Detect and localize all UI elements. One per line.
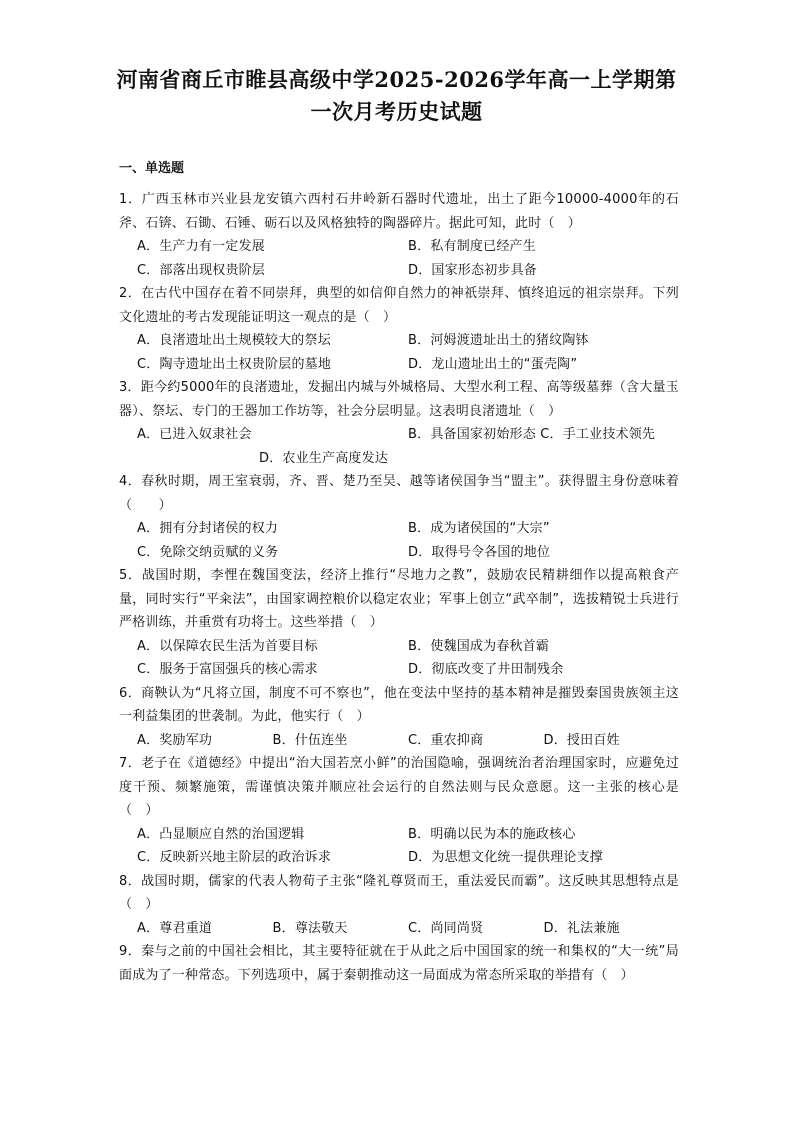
question-1-options (119, 235, 679, 282)
option-d[interactable]: D．农业生产高度发达 (259, 450, 389, 466)
option-c[interactable]: C．重农抑商 (408, 732, 484, 748)
question-2-stem: 2．在古代中国存在着不同崇拜，典型的如信仰自然力的神祇崇拜、慎终追远的祖宗崇拜。下列文化遗址的考古发现能证明这一观点的是（ ） (119, 286, 679, 325)
question-6-stem: 6．商鞅认为“凡将立国，制度不可不察也”，他在变法中坚持的基本精神是摧毁秦国贵族领主这一利益集团的世袭制。为此，他实行（ ） (119, 685, 679, 724)
option-d[interactable]: D．授田百姓 (543, 732, 620, 748)
option-b[interactable]: B．什伍连坐 (272, 732, 348, 748)
question-list (119, 188, 679, 987)
option-b[interactable]: B．私有制度已经产生 (408, 239, 536, 254)
title-line-2: 一次月考历史试题 (310, 99, 483, 124)
option-c[interactable]: C．陶寺遗址出土权贵阶层的墓地 (137, 356, 332, 372)
question-6-options (119, 729, 679, 753)
option-b[interactable]: B．尊法敬天 (272, 920, 348, 936)
option-d[interactable]: D．龙山遗址出土的“蛋壳陶” (408, 356, 578, 372)
option-a[interactable]: A．已进入奴隶社会 (137, 427, 252, 442)
exam-title (60, 64, 733, 128)
option-b-c[interactable]: B．具备国家初始形态 C．手工业技术领先 (408, 427, 656, 442)
option-a[interactable]: A．凸显顺应自然的治国逻辑 (137, 826, 305, 842)
option-d[interactable]: D．取得号令各国的地位 (408, 544, 551, 560)
option-c[interactable]: C．反映新兴地主阶层的政治诉求 (137, 850, 332, 865)
option-b[interactable]: B．河姆渡遗址出土的猪纹陶钵 (408, 333, 589, 348)
option-d[interactable]: D．彻底改变了井田制残余 (408, 662, 564, 677)
option-c[interactable]: C．尚同尚贤 (408, 920, 484, 936)
option-c[interactable]: C．免除交纳贡赋的义务 (137, 544, 279, 560)
option-b[interactable]: B．明确以民为本的施政核心 (408, 826, 576, 842)
option-a[interactable]: A．良渚遗址出土规模较大的祭坛 (137, 333, 331, 348)
option-a[interactable]: A．尊君重道 (137, 920, 213, 936)
option-d[interactable]: D．为思想文化统一提供理论支撑 (408, 850, 604, 865)
question-7-stem: 7．老子在《道德经》中提出“治大国若烹小鲜”的治国隐喻，强调统治者治理国家时，应避免过度干预、频繁施策，需谨慎决策并顺应社会运行的自然法则与民众意愿。这一主张的核心是（ ） (119, 756, 679, 818)
question-4-options (119, 517, 679, 564)
option-b[interactable]: B．成为诸侯国的“大宗” (408, 521, 550, 536)
question-8-stem: 8．战国时期，儒家的代表人物荀子主张“隆礼尊贤而王，重法爱民而霸”。这反映其思想特点是（ ） (119, 873, 679, 912)
option-a[interactable]: A．拥有分封诸侯的权力 (137, 521, 279, 536)
section-heading: 一、单选题 (119, 161, 185, 176)
option-c[interactable]: C．部落出现权贵阶层 (137, 262, 266, 278)
option-a[interactable]: A．以保障农民生活为首要目标 (137, 638, 318, 654)
title-line-1: 河南省商丘市睢县高级中学2025-2026学年高一上学期第 (116, 67, 677, 92)
question-5-options (119, 635, 679, 682)
option-d[interactable]: D．礼法兼施 (543, 920, 620, 936)
option-a[interactable]: A．生产力有一定发展 (137, 239, 265, 254)
question-3-stem: 3．距今约5000年的良渚遗址，发掘出内城与外城格局、大型水利工程、高等级墓葬（含大量玉器）、祭坛、专门的王器加工作坊等，社会分层明显。这表明良渚遗址（ ） (119, 380, 679, 419)
option-b[interactable]: B．使魏国成为春秋首霸 (408, 638, 550, 654)
option-a[interactable]: A．奖励军功 (137, 732, 213, 748)
question-9-stem: 9．秦与之前的中国社会相比，其主要特征就在于从此之后中国国家的统一和集权的“大一统”局面成为了一种常态。下列选项中，属于秦朝推动这一局面成为常态所采取的举措有（ ） (119, 944, 679, 983)
question-1-stem: 1．广西玉林市兴业县龙安镇六西村石井岭新石器时代遗址，出土了距今10000-4000年的石斧、石锛、石锄、石锤、砺石以及风格独特的陶器碎片。据此可知，此时（ ） (119, 192, 679, 231)
question-3-options (119, 423, 679, 470)
question-4-stem: 4．春秋时期，周王室衰弱，齐、晋、楚乃至吴、越等诸侯国争当“盟主”。获得盟主身份意味着（ ） (119, 474, 679, 513)
option-d[interactable]: D．国家形态初步具备 (408, 262, 538, 278)
question-2-options (119, 329, 679, 376)
option-c[interactable]: C．服务于富国强兵的核心需求 (137, 662, 318, 677)
question-7-options (119, 823, 679, 870)
question-5-stem: 5．战国时期，李悝在魏国变法，经济上推行“尽地力之教”，鼓励农民精耕细作以提高粮食产量，同时实行“平籴法”，由国家调控粮价以稳定农业；军事上创立“武卒制”，选拔精锐士兵进行严格训练，并重赏有功将士。这些举措（ ） (119, 568, 679, 630)
question-8-options (119, 917, 679, 941)
